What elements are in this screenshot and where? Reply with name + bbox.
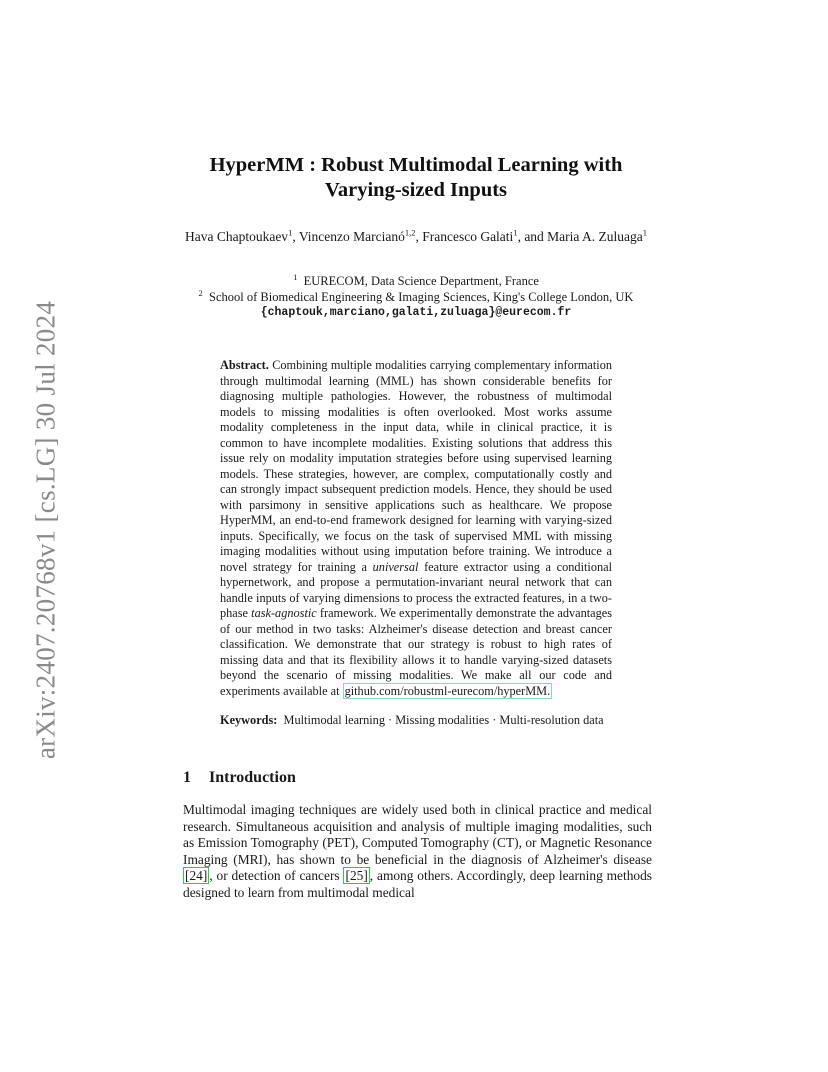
affiliations: [150, 271, 682, 321]
affiliation-text: EURECOM, Data Science Department, France: [303, 274, 539, 288]
link-period: .: [547, 683, 551, 698]
keywords: [220, 713, 612, 729]
paragraph-text: Multimodal imaging techniques are widely used both in clinical practice and medical research. Simultaneous acquisition and analysis of multiple imaging modalities, such as Emission Tomography (PET), Computed Tomography (CT), or Magnetic Resonance Imaging (MRI), has shown to be beneficial in the diagnosis of Alzheimer's disease: [183, 802, 652, 867]
paragraph-text: , or detection of cancers: [209, 868, 340, 884]
abstract-emphasis: task-agnostic: [251, 606, 317, 620]
paragraph-text: , among others. Accordingly, deep learning methods designed to learn from multimodal medical: [183, 868, 652, 900]
section-heading-introduction: [183, 769, 296, 787]
affiliation-2: [150, 287, 682, 306]
citation-link[interactable]: [24]: [185, 868, 208, 884]
author-affiliation-mark: 1: [288, 227, 293, 238]
author-affiliation-mark: 1,2: [404, 227, 416, 238]
author-list: [160, 228, 672, 246]
author-name: , and Maria A. Zuluaga: [517, 229, 643, 244]
keywords-text: Multimodal learning · Missing modalities · Multi-resolution data: [283, 713, 604, 727]
introduction-paragraph: [183, 802, 652, 902]
affiliation-mark: 1: [293, 271, 298, 282]
abstract-text: framework. We experimentally demonstrate the advantages of our method in two tasks: Alzheimer's disease detection and breast cancer classification. We demonstrate that our strategy is robust to high rates of missing data and that its flexibility allows it to handle varying-sized datasets beyond the scenario of missing modalities. We make all our code and experiments available at: [220, 606, 613, 698]
abstract-emphasis: universal: [372, 559, 419, 574]
section-title: Introduction: [209, 769, 296, 786]
author-emails: {chaptouk,marciano,galati,zuluaga}@eurecom.fr: [260, 306, 572, 319]
abstract-label: Abstract.: [220, 358, 269, 372]
author-name: , Vincenzo Marcianó: [292, 229, 405, 244]
affiliation-mark: 2: [198, 287, 203, 298]
code-repository-link-text: github.com/robustml-eurecom/hyperMM: [344, 683, 548, 698]
author-affiliation-mark: 1: [513, 227, 518, 238]
affiliation-1: [150, 271, 682, 290]
author-affiliation-mark: 1: [642, 227, 648, 238]
section-number: 1: [183, 769, 191, 786]
abstract-text: feature extractor using a conditional hypernetwork, and propose a permutation-invariant neural network that can handle inputs of varying dimensions to process the extracted features, in a two-phase: [220, 559, 612, 620]
arxiv-identifier: arXiv:2407.20768v1 [cs.LG] 30 Jul 2024: [30, 300, 61, 760]
code-repository-link[interactable]: [343, 683, 553, 699]
paper-title: [150, 153, 682, 203]
title-line-2: Varying-sized Inputs: [324, 179, 508, 201]
affiliation-text: School of Biomedical Engineering & Imaging Sciences, King's College London, UK: [209, 289, 634, 304]
keywords-label: Keywords:: [220, 713, 278, 727]
author-name: , Francesco Galati: [415, 229, 514, 244]
author-name: Hava Chaptoukaev: [184, 229, 289, 244]
title-line-1: HyperMM : Robust Multimodal Learning with: [209, 154, 623, 176]
abstract-text: Combining multiple modalities carrying complementary information through multimodal learning (MML) has shown considerable benefits for diagnosing multiple pathologies. However, the robustness of multimodal models to missing modalities is often overlooked. Most works assume modality completeness in the input data, while in clinical practice, it is common to have incomplete modalities. Existing solutions that address this issue rely on modality imputation strategies before using supervised learning models. These strategies, however, are complex, computationally costly and can strongly impact subsequent prediction models. Hence, they should be used with parsimony in sensitive applications such as healthcare. We propose HyperMM, an end-to-end framework designed for learning with varying-sized inputs. Specifically, we focus on the task of supervised MML with missing imaging modalities without using imputation before training. We introduce a novel strategy for training a: [220, 358, 613, 574]
citation-link[interactable]: [25]: [345, 868, 368, 884]
abstract: [220, 358, 612, 699]
